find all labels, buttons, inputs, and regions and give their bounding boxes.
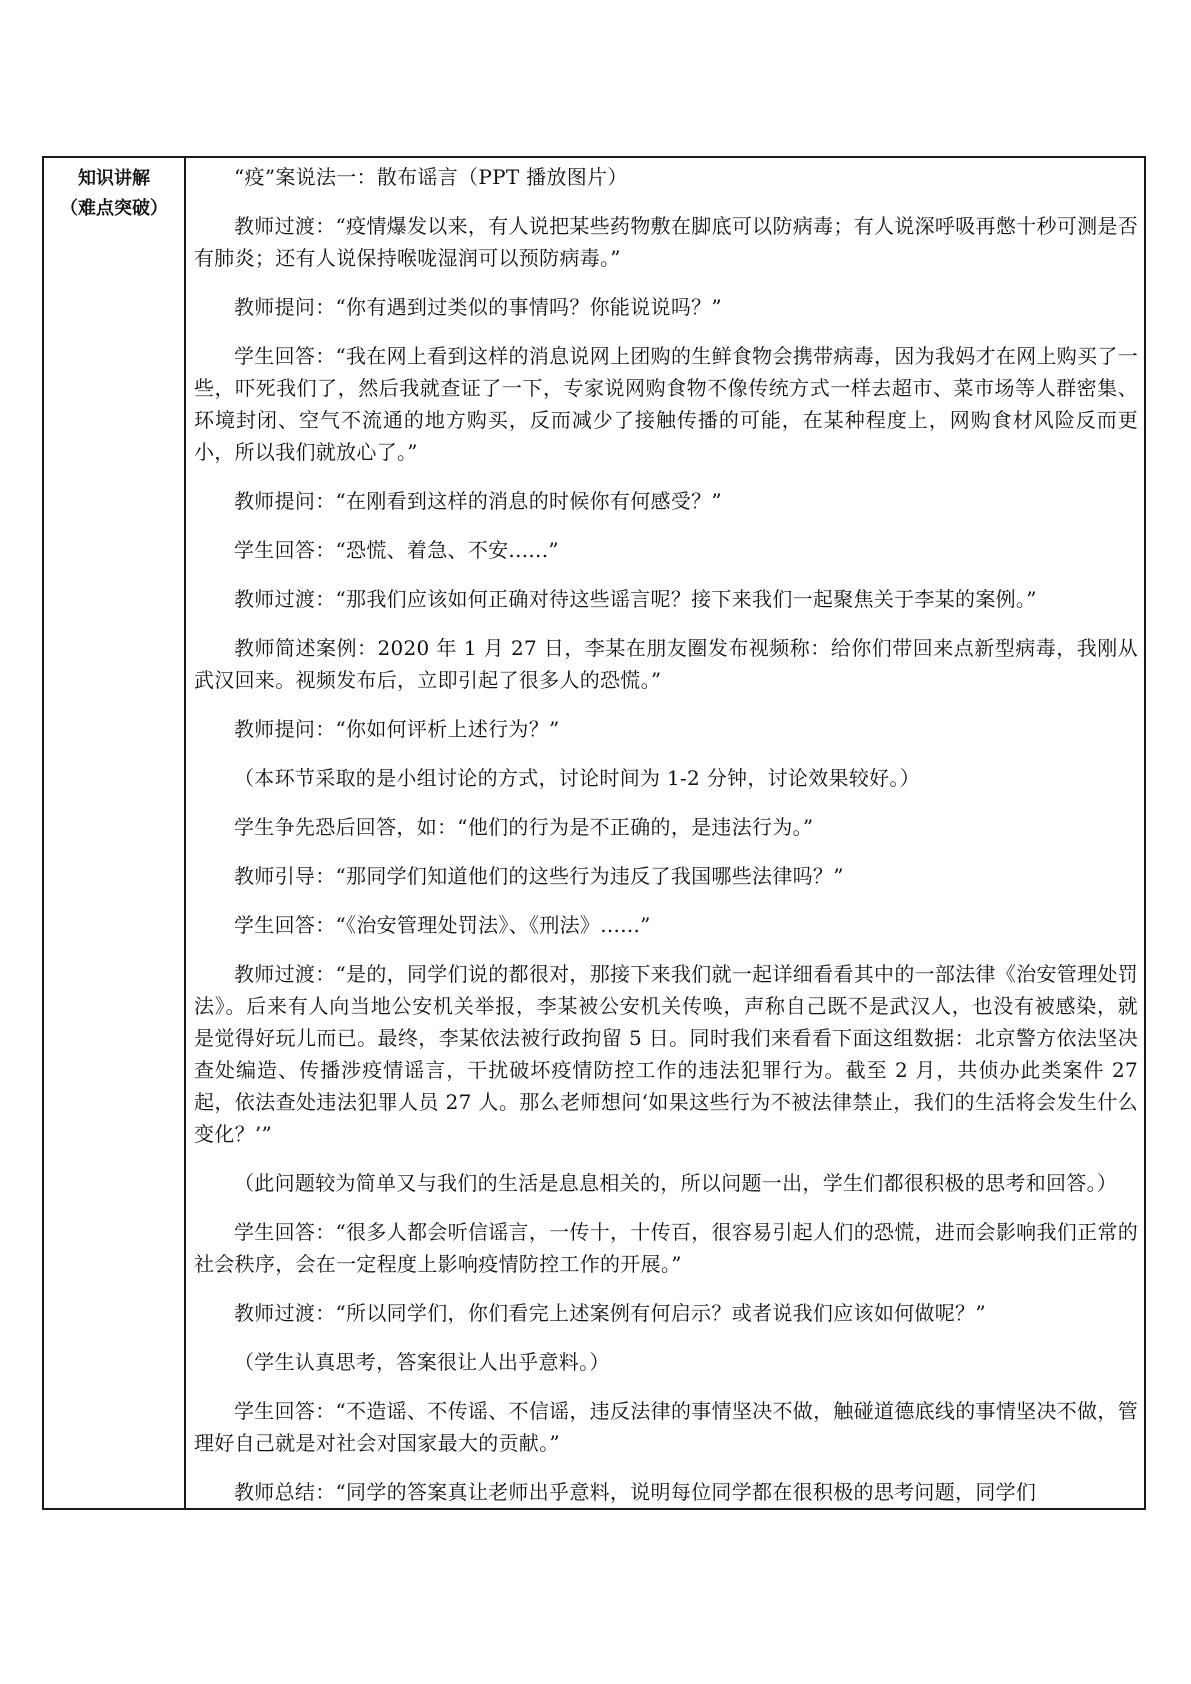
paragraph: （学生认真思考，答案很让人出乎意料。）: [234, 1350, 610, 1374]
section-label: [44, 158, 184, 224]
table-row: [43, 157, 1145, 1509]
paragraph: 教师提问：“在刚看到这样的消息的时候你有何感受？”: [234, 489, 722, 513]
paragraph: 学生回答：“《治安管理处罚法》、《刑法》......”: [234, 913, 651, 937]
paragraph: 学生争先恐后回答，如：“他们的行为是不正确的，是违法行为。”: [234, 815, 814, 839]
paragraph-continued: 教师总结：“同学的答案真让老师出乎意料，说明每位同学都在很积极的思考问题，同学们: [234, 1480, 1037, 1504]
lesson-plan-table: [42, 156, 1146, 1510]
section-label-line-2: （难点突破）: [60, 198, 168, 219]
lesson-body: [186, 158, 1144, 1508]
paragraph: 教师提问：“你如何评析上述行为？”: [234, 717, 560, 741]
paragraph: 教师过渡：“那我们应该如何正确对待这些谣言呢？接下来我们一起聚焦关于李某的案例。”: [234, 587, 1037, 611]
paragraph: （此问题较为简单又与我们的生活是息息相关的，所以问题一出，学生们都很积极的思考和回答。）: [234, 1171, 1118, 1195]
paragraph-case-heading: “疫”案说法一：散布谣言（PPT 播放图片）: [234, 165, 628, 189]
paragraph: 教师简述案例：2020 年 1 月 27 日，李某在朋友圈发布视频称：给你们带回来点新型病毒，我刚从武汉回来。视频发布后，立即引起了很多人的恐慌。”: [194, 636, 1138, 692]
section-label-line-1: 知识讲解: [78, 168, 150, 189]
paragraph: （本环节采取的是小组讨论的方式，讨论时间为 1-2 分钟，讨论效果较好。）: [234, 766, 921, 790]
paragraph: 教师提问：“你有遇到过类似的事情吗？你能说说吗？”: [234, 295, 722, 319]
content-cell: [185, 157, 1145, 1509]
paragraph: 教师引导：“那同学们知道他们的这些行为违反了我国哪些法律吗？”: [234, 864, 844, 888]
paragraph: 学生回答：“恐慌、着急、不安......”: [234, 538, 559, 562]
paragraph: 教师过渡：“所以同学们，你们看完上述案例有何启示？或者说我们应该如何做呢？”: [234, 1301, 986, 1325]
paragraph: 学生回答：“很多人都会听信谣言，一传十，十传百，很容易引起人们的恐慌，进而会影响我们正常的社会秩序，会在一定程度上影响疫情防控工作的开展。”: [194, 1220, 1138, 1276]
paragraph: 教师过渡：“疫情爆发以来，有人说把某些药物敷在脚底可以防病毒；有人说深呼吸再憋十秒可测是否有肺炎；还有人说保持喉咙湿润可以预防病毒。”: [194, 214, 1138, 270]
section-label-cell: [43, 157, 185, 1509]
paragraph: 教师过渡：“是的，同学们说的都很对，那接下来我们就一起详细看看其中的一部法律《治安管理处罚法》。后来有人向当地公安机关举报，李某被公安机关传唤，声称自己既不是武汉人，也没有被感染，就是觉得好玩儿而已。最终，李某依法被行政拘留 5 日。同时我们来看看下面这组数据：北京警方依法坚决查处编造、传播涉疫情谣言，干扰破坏疫情防控工作的违法犯罪行为。截至 2 月，共侦办此类案件 27 起，依法查处违法犯罪人员 27 人。那么老师想问‘如果这些行为不被法律禁止，我们的生活将会发生什么变化？’”: [194, 962, 1138, 1146]
paragraph: 学生回答：“我在网上看到这样的消息说网上团购的生鲜食物会携带病毒，因为我妈才在网上购买了一些，吓死我们了，然后我就查证了一下，专家说网购食物不像传统方式一样去超市、菜市场等人群密集、环境封闭、空气不流通的地方购买，反而减少了接触传播的可能，在某种程度上，网购食材风险反而更小，所以我们就放心了。”: [194, 344, 1138, 464]
paragraph: 学生回答：“不造谣、不传谣、不信谣，违反法律的事情坚决不做，触碰道德底线的事情坚决不做，管理好自己就是对社会对国家最大的贡献。”: [194, 1399, 1138, 1455]
